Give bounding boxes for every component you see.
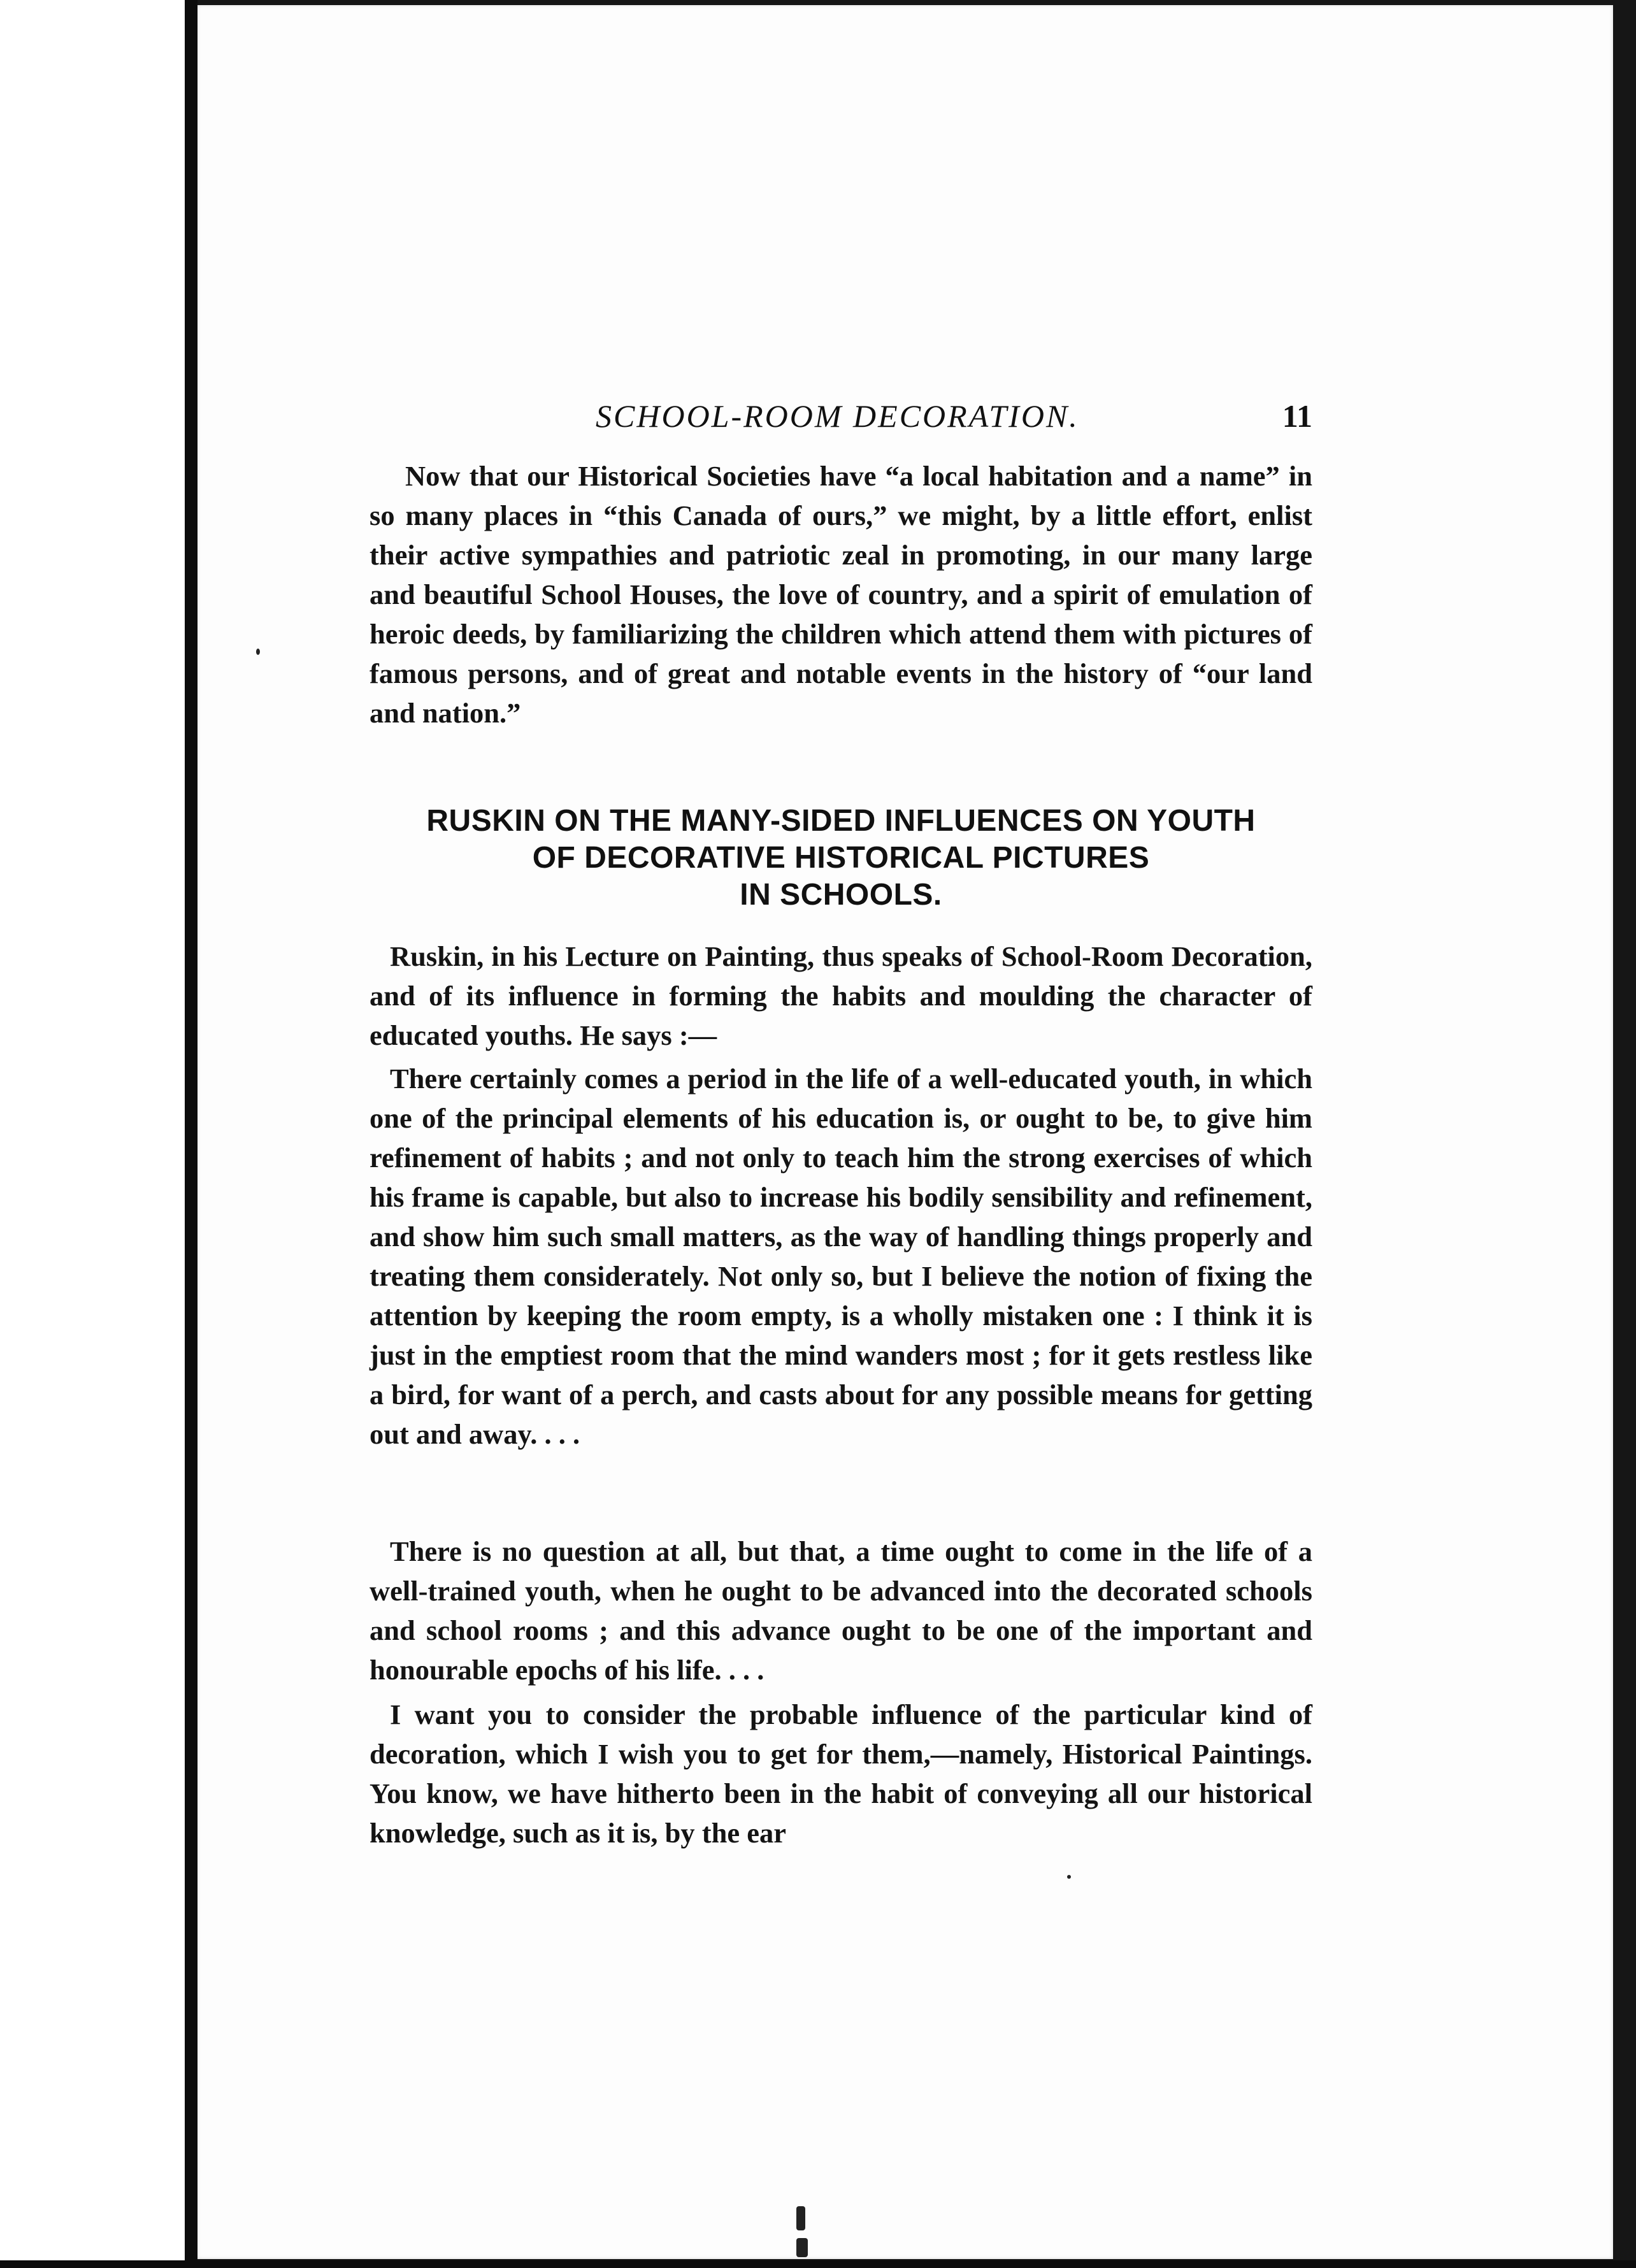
facing-page-strip	[0, 0, 185, 2268]
book-spine-shadow	[185, 0, 197, 2268]
paragraph-historical-paintings	[370, 1695, 1312, 1853]
paragraph-text: There is no question at all, but that, a time ought to come in the life of a well-trained youth, when he ought to be advanced into the decorated schools and school rooms ; and this advance ought to be one of the important and honourable epochs of his life. . . .	[370, 1535, 1312, 1686]
running-header	[370, 392, 1312, 443]
paragraph-text: Now that our Historical Societies have “a local habitation and a name” in so many places in “this Canada of ours,” we might, by a little effort, enlist their active sympathies and patriotic zeal in promoting, in our many large and beautiful School Houses, the love of country, and a spirit of emulation of heroic deeds, by familiarizing the children which attend them with pictures of famous persons, and of great and notable events in the history of “our land and nation.”	[370, 460, 1312, 729]
paragraph-text: Ruskin, in his Lecture on Painting, thus speaks of School-Room Decoration, and of its influence in forming the habits and moulding the character of educated youths. He says :—	[370, 940, 1312, 1051]
heading-line-3: IN SCHOOLS.	[740, 878, 942, 912]
section-heading	[370, 803, 1312, 914]
paragraph-historical-societies	[370, 456, 1312, 733]
heading-line-2: OF DECORATIVE HISTORICAL PICTURES	[532, 841, 1150, 875]
running-title: SCHOOL-ROOM DECORATION.	[596, 398, 1079, 434]
speck-mark	[1067, 1875, 1071, 1879]
page-number: 11	[1282, 398, 1312, 434]
paragraph-refinement	[370, 1059, 1312, 1454]
speck-mark	[256, 649, 260, 655]
paragraph-ruskin-intro	[370, 937, 1312, 1055]
binding-mark	[796, 2206, 805, 2230]
binding-mark	[796, 2238, 808, 2257]
paragraph-text: There certainly comes a period in the life of a well-educated youth, in which one of the principal elements of his education is, or ought to be, to give him refinement of habits ; and not only to teach him the strong exercises of which his frame is capable, but also to increase his bodily sensibility and refinement, and show him such small matters, as the way of handling things properly and treating them considerately. Not only so, but I believe the notion of fixing the attention by keeping the room empty, is a wholly mistaken one : I think it is just in the emptiest room that the mind wanders most ; for it gets restless like a bird, for want of a perch, and casts about for any possible means for getting out and away. . . .	[370, 1063, 1312, 1450]
paragraph-text: I want you to consider the probable influence of the particular kind of decoration, which I wish you to get for them,—namely, Historical Paintings. You know, we have hitherto been in the habit of conveying all our historical knowledge, such as it is, by the ear	[370, 1698, 1312, 1849]
heading-line-1: RUSKIN ON THE MANY-SIDED INFLUENCES ON YOUTH	[426, 804, 1256, 838]
scan-bottom-edge	[0, 2260, 1636, 2268]
paragraph-decorated-schools	[370, 1532, 1312, 1690]
